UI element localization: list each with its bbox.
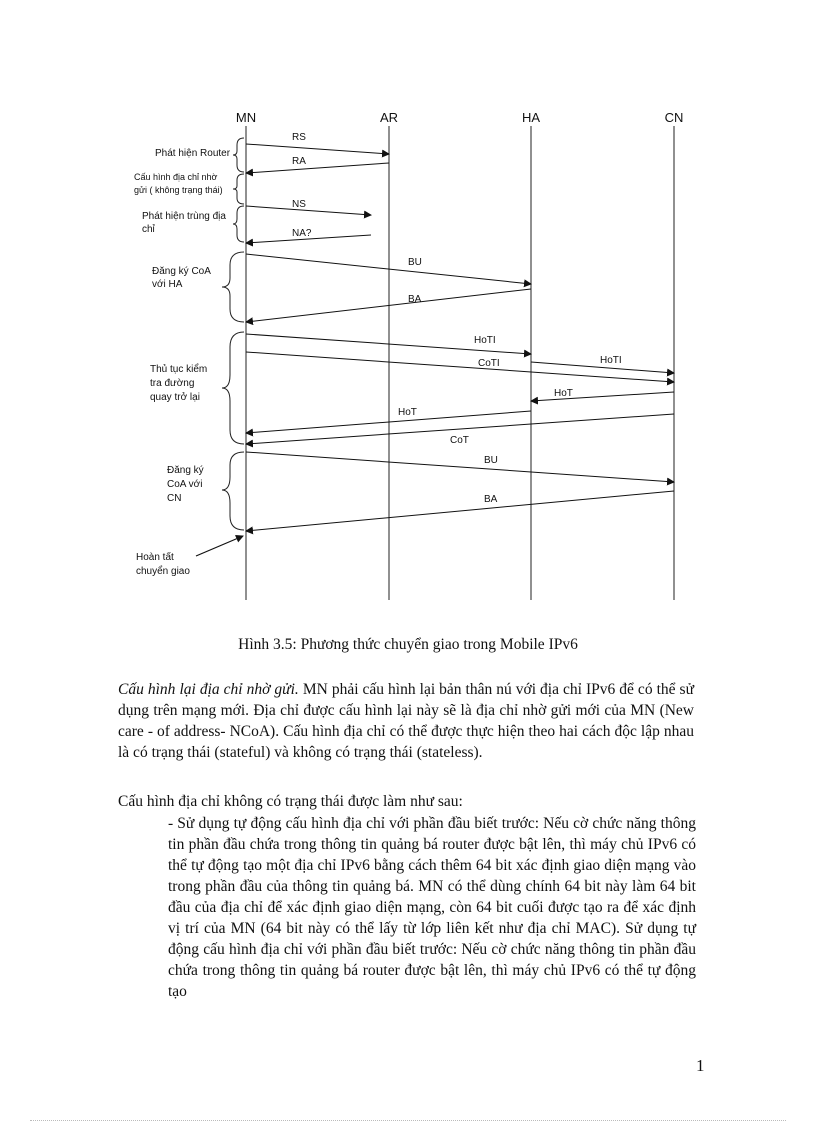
figure-caption: Hình 3.5: Phương thức chuyển giao trong Mobile IPv6 — [238, 636, 578, 653]
entity-label-cn: CN — [664, 110, 684, 125]
msg-label-hot-cn: HoT — [554, 388, 573, 399]
msg-ns-arrow — [246, 206, 371, 215]
msg-label-ba-ha: BA — [408, 294, 422, 305]
page-number: 1 — [696, 1056, 705, 1075]
phase-label-return-routability: Thủ tục kiểm tra đường quay trở lại — [150, 364, 208, 403]
phase-label-dad: Phát hiện trùng địa chỉ — [142, 211, 226, 235]
msg-ba-cn-arrow — [246, 491, 674, 531]
phase-label-coa-config: Cấu hình địa chỉ nhờ gửi ( không trạng thái) — [134, 172, 223, 195]
paragraph-body: MN phải cấu hình lại bản thân nú với địa chỉ IPv6 để có thể sử dụng trên mạng mới. Địa chỉ được cấu hình lại này sẽ là địa chỉ nhờ gửi mới của MN (New care - of address- NCoA). Cấu hình địa chỉ có thể được thực hiện theo hai cách độc lập nhau là có trạng thái (stateful) và không có trạng thái (stateless). — [118, 681, 694, 761]
bracket-ha-registration — [222, 252, 244, 322]
msg-label-ra: RA — [292, 156, 306, 167]
phase-label-router-discovery: Phát hiện Router — [155, 148, 231, 159]
msg-label-ns: NS — [292, 199, 306, 210]
bracket-dad — [233, 206, 244, 242]
msg-bu-cn-arrow — [246, 452, 674, 482]
bracket-cn-registration — [222, 452, 244, 530]
footer-divider — [30, 1120, 786, 1121]
msg-label-hoti-cn: HoTI — [600, 355, 622, 366]
msg-label-bu-ha: BU — [408, 257, 422, 268]
msg-label-ba-cn: BA — [484, 494, 498, 505]
bracket-router-discovery — [233, 138, 244, 172]
entity-label-mn: MN — [235, 110, 257, 125]
msg-label-rs: RS — [292, 132, 306, 143]
msg-label-bu-cn: BU — [484, 455, 498, 466]
msg-rs-arrow — [246, 144, 389, 154]
paragraph-stateless-intro: Cấu hình địa chỉ không có trạng thái được làm như sau: — [118, 793, 463, 810]
pointer-arrow — [196, 536, 243, 556]
msg-hot-cn-arrow — [531, 392, 674, 401]
paragraph-reconfigure-coa — [118, 679, 694, 763]
msg-label-cot: CoT — [450, 435, 469, 446]
entity-label-ha: HA — [521, 110, 541, 125]
entity-label-ar: AR — [379, 110, 399, 125]
phase-label-cn-registration: Đăng ký CoA với CN — [167, 465, 204, 504]
msg-label-hoti-ha: HoTI — [474, 335, 496, 346]
msg-label-coti: CoTI — [478, 358, 500, 369]
phase-label-ha-registration: Đăng ký CoA với HA — [152, 266, 211, 290]
msg-label-hot-mn: HoT — [398, 407, 417, 418]
bullet-item: - Sử dụng tự động cấu hình địa chỉ với phần đầu biết trước: Nếu cờ chức năng thông tin phần đầu chứa trong thông tin quảng bá router được bật lên, thì máy chủ IPv6 có thể tự động tạo một địa chỉ IPv6 bằng cách thêm 64 bit xác định giao diện mạng vào trong phần đầu của thông tin quảng bá. MN có thể dùng chính 64 bit này làm 64 bit đầu của địa chỉ để xác định giao diện mạng, còn 64 bit cuối được tạo ra để xác định vị trí của MN (64 bit này có thể lấy từ lớp liên kết như địa chỉ MAC). Sử dụng tự động cấu hình địa chỉ với phần đầu biết trước: Nếu cờ chức năng thông tin phần đầu chứa trong thông tin quảng bá router được bật lên, thì máy chủ IPv6 có thể tự động tạo — [168, 815, 696, 1000]
msg-ra-arrow — [246, 163, 389, 173]
bracket-coa-config — [233, 174, 244, 204]
msg-label-na: NA? — [292, 228, 312, 239]
bracket-return-routability — [222, 332, 244, 444]
phase-label-handover-complete: Hoàn tất chuyển giao — [136, 552, 190, 577]
paragraph-italic-lead: Cấu hình lại địa chỉ nhờ gửi. — [118, 681, 299, 698]
